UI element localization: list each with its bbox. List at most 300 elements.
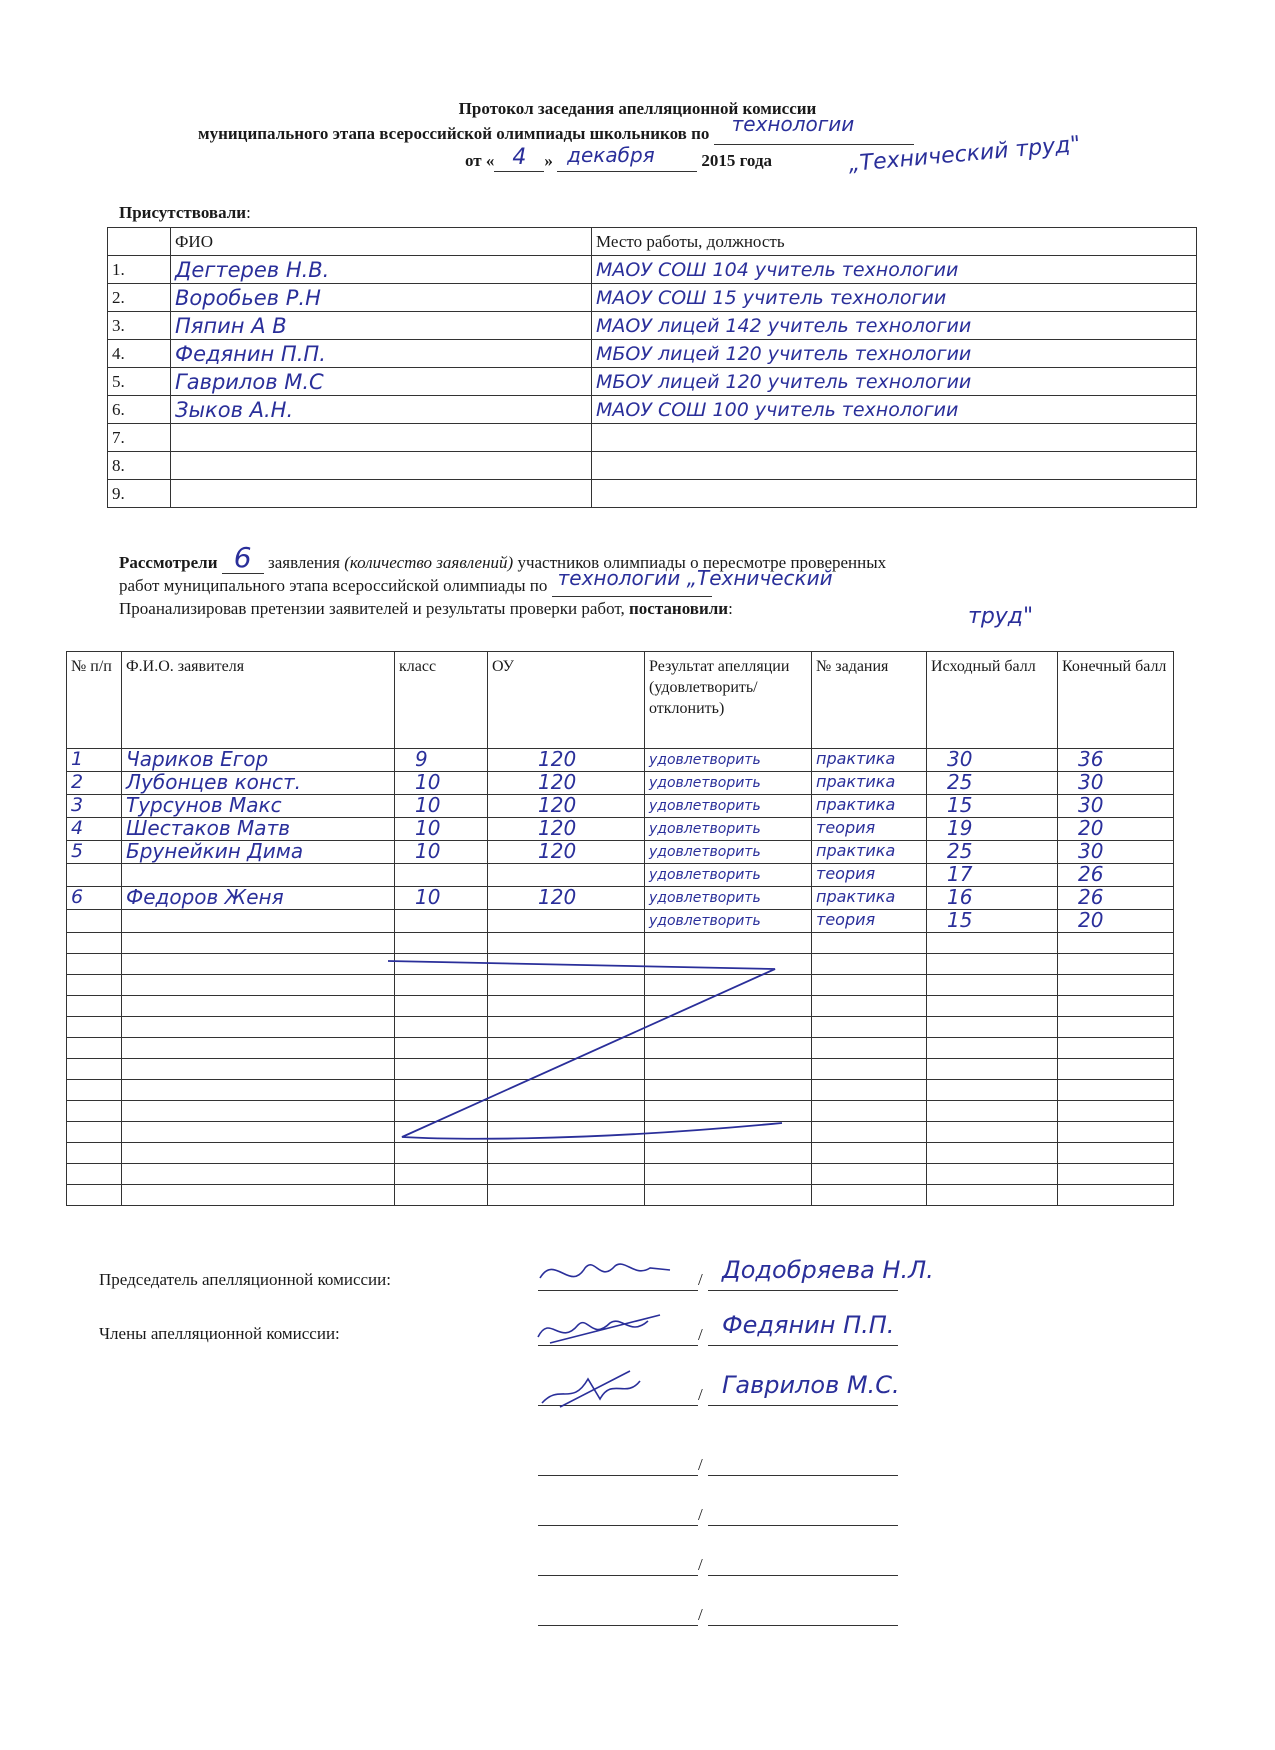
appeal-cell-fio [122, 795, 395, 818]
name-line [708, 1525, 898, 1526]
appeal-cell-result [645, 910, 812, 933]
appeal-result-hand: удовлетворить [649, 775, 761, 791]
date-prefix: от « [465, 151, 495, 170]
appeal-initial-hand: 19 [947, 816, 973, 840]
appeal-cell-task [812, 749, 927, 772]
appeal-cell-empty [488, 1185, 645, 1206]
appeal-cell-empty [1058, 1017, 1174, 1038]
appeal-cell-empty [67, 954, 122, 975]
considered-subject-end: труд" [968, 604, 1034, 629]
appeals-col-task: № задания [812, 652, 927, 749]
appeal-cell-grade [395, 887, 488, 910]
present-row-work-hand: МАОУ СОШ 100 учитель технологии [596, 398, 959, 421]
chair-label: Председатель апелляционной комиссии: [99, 1270, 391, 1289]
name-line [708, 1475, 898, 1476]
appeals-col-num: № п/п [67, 652, 122, 749]
appeal-cell-num [67, 795, 122, 818]
appeal-cell-task [812, 910, 927, 933]
present-col-work: Место работы, должность [592, 228, 1197, 256]
appeal-cell-fio [122, 772, 395, 795]
appeal-cell-empty [395, 1185, 488, 1206]
appeal-result-hand: удовлетворить [649, 913, 761, 929]
date-line [465, 143, 773, 172]
name-line [708, 1345, 898, 1346]
present-row-work [592, 284, 1197, 312]
appeal-cell-empty [122, 954, 395, 975]
appeal-cell-grade [395, 818, 488, 841]
appeal-cell-result [645, 887, 812, 910]
appeal-cell-empty [812, 954, 927, 975]
appeal-cell-final [1058, 772, 1174, 795]
considered-text-1-italic: (количество заявлений) [344, 553, 514, 572]
date-mid: » [544, 151, 553, 170]
considered-text-3-end: : [728, 599, 733, 618]
present-row-work [592, 256, 1197, 284]
appeal-cell-final [1058, 910, 1174, 933]
signature-name: Федянин П.П. [722, 1311, 895, 1339]
appeal-cell-school [488, 864, 645, 887]
appeal-cell-empty [122, 1101, 395, 1122]
appeal-cell-initial [927, 749, 1058, 772]
appeal-cell-empty [812, 1101, 927, 1122]
present-row-work [592, 368, 1197, 396]
present-row [108, 424, 1197, 452]
appeals-col-grade: класс [395, 652, 488, 749]
appeal-initial-hand: 15 [947, 793, 973, 817]
appeal-cell-task [812, 772, 927, 795]
appeal-cell-empty [812, 1185, 927, 1206]
present-row-num: 2. [108, 284, 171, 312]
appeal-cell-final [1058, 749, 1174, 772]
appeal-cell-final [1058, 818, 1174, 841]
signature-slash: / [698, 1325, 703, 1344]
appeal-cell-empty [395, 1164, 488, 1185]
appeal-cell-empty [122, 1080, 395, 1101]
signature-slash: / [698, 1455, 703, 1474]
present-row [108, 396, 1197, 424]
present-row [108, 284, 1197, 312]
appeal-school-hand: 120 [538, 816, 577, 840]
appeal-grade-hand: 10 [415, 839, 441, 863]
present-row [108, 256, 1197, 284]
considered-text-1-end: участников олимпиады о пересмотре проверенных [517, 553, 887, 572]
present-row [108, 368, 1197, 396]
appeal-cell-empty [927, 1143, 1058, 1164]
appeal-cell-empty [67, 1101, 122, 1122]
appeal-cell-empty [812, 1122, 927, 1143]
signature-slash: / [698, 1555, 703, 1574]
present-row-fio [171, 312, 592, 340]
appeal-cell-final [1058, 795, 1174, 818]
appeal-cell-empty [645, 933, 812, 954]
signature-slash: / [698, 1605, 703, 1624]
present-row-work-hand: МАОУ СОШ 104 учитель технологии [596, 258, 959, 281]
appeal-cell-empty [122, 1038, 395, 1059]
strike-z-line [388, 961, 782, 1139]
appeal-cell-final [1058, 841, 1174, 864]
appeal-cell-empty [812, 1143, 927, 1164]
appeal-cell-initial [927, 841, 1058, 864]
present-row-num: 3. [108, 312, 171, 340]
signature-scribble [530, 1363, 680, 1413]
appeal-fio-hand: Федоров Женя [126, 885, 284, 909]
appeal-cell-task [812, 864, 927, 887]
appeal-cell-empty [1058, 1101, 1174, 1122]
present-row-fio [171, 368, 592, 396]
appeal-cell-task [812, 818, 927, 841]
appeal-school-hand: 120 [538, 747, 577, 771]
appeal-cell-initial [927, 864, 1058, 887]
appeal-final-hand: 30 [1078, 770, 1104, 794]
signature-name: Гаврилов М.С. [722, 1371, 900, 1399]
present-row-fio [171, 256, 592, 284]
appeal-cell-initial [927, 887, 1058, 910]
signature-scribble-path [540, 1264, 670, 1278]
signature-scribble-path [538, 1315, 660, 1343]
considered-subject: технологии „Технический [557, 566, 833, 590]
appeal-row [67, 749, 1174, 772]
appeal-cell-empty [1058, 1164, 1174, 1185]
present-row-fio-hand: Пяпин А В [175, 313, 287, 338]
appeal-cell-empty [122, 1164, 395, 1185]
appeal-cell-empty [67, 1017, 122, 1038]
appeal-cell-empty [812, 1059, 927, 1080]
present-row-fio-hand: Федянин П.П. [175, 341, 326, 366]
appeal-final-hand: 26 [1078, 885, 1104, 909]
appeal-final-hand: 20 [1078, 908, 1104, 932]
appeal-grade-hand: 10 [415, 793, 441, 817]
appeal-final-hand: 26 [1078, 862, 1104, 886]
appeal-final-hand: 36 [1078, 747, 1104, 771]
considered-text-2: работ муниципального этапа всероссийской олимпиады по [119, 576, 548, 595]
appeal-cell-grade [395, 772, 488, 795]
appeal-initial-hand: 30 [947, 747, 973, 771]
appeal-cell-empty [122, 1059, 395, 1080]
appeal-cell-school [488, 887, 645, 910]
signature-scribble [530, 1303, 680, 1353]
appeal-cell-empty [927, 1038, 1058, 1059]
appeal-cell-empty [395, 933, 488, 954]
present-row-work [592, 452, 1197, 480]
appeal-task-hand: практика [816, 795, 896, 814]
appeal-cell-final [1058, 864, 1174, 887]
appeal-cell-task [812, 795, 927, 818]
appeal-cell-empty [122, 1122, 395, 1143]
appeal-num-hand: 5 [71, 840, 84, 862]
appeal-cell-school [488, 841, 645, 864]
appeal-task-hand: практика [816, 887, 896, 906]
members-label: Члены апелляционной комиссии: [99, 1324, 340, 1343]
appeal-cell-empty [67, 1185, 122, 1206]
appeal-cell-result [645, 772, 812, 795]
appeal-fio-hand: Турсунов Макс [126, 793, 282, 817]
appeal-cell-empty [645, 1185, 812, 1206]
appeal-cell-empty [927, 1101, 1058, 1122]
appeal-cell-result [645, 864, 812, 887]
appeal-cell-empty [927, 1185, 1058, 1206]
protocol-title: Протокол заседания апелляционной комиссии [458, 99, 817, 118]
appeal-cell-empty [67, 975, 122, 996]
present-row-fio [171, 452, 592, 480]
appeal-cell-empty [812, 1080, 927, 1101]
present-row-work [592, 340, 1197, 368]
appeal-cell-empty [1058, 954, 1174, 975]
appeal-cell-task [812, 887, 927, 910]
appeal-cell-empty [927, 933, 1058, 954]
appeal-cell-num [67, 887, 122, 910]
present-row-fio-hand: Воробьев Р.Н [175, 285, 321, 310]
appeal-task-hand: практика [816, 841, 896, 860]
appeal-num-hand: 6 [71, 886, 84, 908]
appeal-cell-empty [67, 1080, 122, 1101]
appeal-row-empty [67, 933, 1174, 954]
present-row [108, 480, 1197, 508]
present-row-work-hand: МАОУ СОШ 15 учитель технологии [596, 286, 947, 309]
appeal-final-hand: 30 [1078, 839, 1104, 863]
signature-scribble-path [542, 1371, 640, 1407]
appeal-final-hand: 20 [1078, 816, 1104, 840]
appeal-task-hand: теория [816, 864, 876, 883]
present-row-work-hand: МБОУ лицей 120 учитель технологии [596, 370, 972, 393]
appeal-cell-fio [122, 749, 395, 772]
appeal-cell-empty [1058, 1185, 1174, 1206]
appeal-row [67, 841, 1174, 864]
appeal-cell-num [67, 864, 122, 887]
appeals-col-result: Результат апелляции (удовлетворить/ отклонить) [645, 652, 812, 749]
name-line [708, 1625, 898, 1626]
appeal-row [67, 910, 1174, 933]
appeal-cell-result [645, 818, 812, 841]
appeal-cell-fio [122, 841, 395, 864]
considered-subject-field [552, 566, 833, 597]
appeal-grade-hand: 10 [415, 816, 441, 840]
present-row-fio-hand: Дегтерев Н.В. [175, 257, 330, 282]
appeal-row-empty [67, 1164, 1174, 1185]
present-row-fio [171, 340, 592, 368]
considered-line-2 [119, 566, 833, 597]
present-row [108, 452, 1197, 480]
signature-slash: / [698, 1505, 703, 1524]
present-col-num [108, 228, 171, 256]
signature-name: Додобряева Н.Л. [722, 1256, 934, 1284]
appeal-cell-empty [1058, 1038, 1174, 1059]
appeal-school-hand: 120 [538, 793, 577, 817]
considered-label: Рассмотрели [119, 553, 218, 572]
present-row-work [592, 424, 1197, 452]
name-line [708, 1290, 898, 1291]
appeal-row [67, 795, 1174, 818]
appeal-cell-empty [67, 1059, 122, 1080]
appeal-cell-num [67, 910, 122, 933]
appeal-num-hand: 4 [71, 817, 84, 839]
appeals-col-fio: Ф.И.О. заявителя [122, 652, 395, 749]
appeal-cell-school [488, 818, 645, 841]
considered-text-3: Проанализировав претензии заявителей и результаты проверки работ, [119, 599, 625, 618]
appeal-cell-grade [395, 841, 488, 864]
present-row-work [592, 312, 1197, 340]
appeal-cell-empty [1058, 1122, 1174, 1143]
appeal-row [67, 887, 1174, 910]
date-day-field [494, 145, 544, 172]
name-line [708, 1405, 898, 1406]
appeal-initial-hand: 25 [947, 770, 973, 794]
appeal-cell-empty [927, 954, 1058, 975]
appeal-final-hand: 30 [1078, 793, 1104, 817]
appeal-task-hand: практика [816, 749, 896, 768]
appeal-cell-fio [122, 887, 395, 910]
appeal-cell-fio [122, 864, 395, 887]
present-row-work-hand: МБОУ лицей 120 учитель технологии [596, 342, 972, 365]
appeal-cell-empty [122, 1017, 395, 1038]
appeal-cell-school [488, 795, 645, 818]
appeal-cell-empty [927, 1017, 1058, 1038]
appeal-cell-school [488, 749, 645, 772]
appeal-cell-empty [645, 1164, 812, 1185]
appeal-cell-empty [812, 1164, 927, 1185]
appeal-school-hand: 120 [538, 885, 577, 909]
appeal-cell-empty [1058, 996, 1174, 1017]
signature-line [538, 1625, 698, 1626]
appeal-cell-initial [927, 818, 1058, 841]
appeal-cell-fio [122, 910, 395, 933]
appeal-cell-empty [812, 1017, 927, 1038]
present-table [107, 227, 1197, 508]
appeal-cell-empty [1058, 1080, 1174, 1101]
title-line-2 [198, 112, 914, 145]
appeal-cell-initial [927, 795, 1058, 818]
appeal-result-hand: удовлетворить [649, 752, 761, 768]
date-month-field [557, 143, 697, 172]
present-row-num: 7. [108, 424, 171, 452]
present-row-num: 6. [108, 396, 171, 424]
appeal-cell-empty [67, 1122, 122, 1143]
appeal-grade-hand: 10 [415, 885, 441, 909]
appeal-fio-hand: Чариков Егор [126, 747, 269, 771]
title-line-2-text: муниципального этапа всероссийской олимпиады школьников по [198, 124, 710, 143]
present-row-fio-hand: Гаврилов М.С [175, 369, 324, 394]
signature-line [538, 1475, 698, 1476]
appeal-cell-num [67, 772, 122, 795]
date-day: 4 [512, 145, 527, 170]
appeal-cell-result [645, 795, 812, 818]
present-row-fio [171, 396, 592, 424]
signature-slash: / [698, 1385, 703, 1404]
date-month: декабря [567, 143, 655, 167]
appeal-cell-empty [927, 1122, 1058, 1143]
present-row-work-hand: МАОУ лицей 142 учитель технологии [596, 314, 972, 337]
appeal-cell-empty [122, 996, 395, 1017]
unused-rows-strike [380, 955, 800, 1165]
appeal-cell-empty [927, 975, 1058, 996]
appeal-cell-empty [122, 933, 395, 954]
appeal-result-hand: удовлетворить [649, 844, 761, 860]
considered-line-3 [119, 599, 733, 619]
subject-field [714, 112, 914, 145]
appeal-initial-hand: 17 [947, 862, 973, 886]
name-line [708, 1575, 898, 1576]
appeal-cell-school [488, 910, 645, 933]
present-row-fio [171, 424, 592, 452]
appeals-col-initial: Исходный балл [927, 652, 1058, 749]
appeal-cell-empty [488, 1164, 645, 1185]
appeal-cell-empty [122, 1185, 395, 1206]
appeal-cell-empty [927, 1059, 1058, 1080]
appeal-result-hand: удовлетворить [649, 798, 761, 814]
appeal-fio-hand: Шестаков Матв [126, 816, 291, 840]
signature-scribble [530, 1248, 680, 1298]
appeal-cell-empty [1058, 975, 1174, 996]
appeal-fio-hand: Лубонцев конст. [126, 770, 301, 794]
appeal-school-hand: 120 [538, 839, 577, 863]
appeal-cell-result [645, 841, 812, 864]
appeal-cell-result [645, 749, 812, 772]
appeal-cell-fio [122, 818, 395, 841]
appeal-row [67, 772, 1174, 795]
signature-line [538, 1575, 698, 1576]
present-row-fio [171, 284, 592, 312]
appeal-cell-num [67, 841, 122, 864]
appeal-cell-empty [927, 996, 1058, 1017]
appeal-num-hand: 2 [71, 771, 84, 793]
signature-line [538, 1525, 698, 1526]
appeal-cell-num [67, 818, 122, 841]
appeal-cell-school [488, 772, 645, 795]
appeal-fio-hand: Брунейкин Дима [126, 839, 304, 863]
appeal-cell-empty [1058, 1059, 1174, 1080]
present-row-num: 4. [108, 340, 171, 368]
considered-text-1: заявления [268, 553, 340, 572]
appeal-row [67, 818, 1174, 841]
present-row [108, 312, 1197, 340]
appeal-cell-empty [67, 996, 122, 1017]
appeal-result-hand: удовлетворить [649, 867, 761, 883]
appeal-cell-empty [812, 933, 927, 954]
appeal-cell-empty [122, 975, 395, 996]
present-label-text: Присутствовали [119, 203, 247, 222]
appeal-row [67, 864, 1174, 887]
appeal-cell-grade [395, 864, 488, 887]
appeal-task-hand: теория [816, 910, 876, 929]
present-col-fio: ФИО [171, 228, 592, 256]
present-row-num: 1. [108, 256, 171, 284]
appeal-cell-empty [812, 996, 927, 1017]
present-row-num: 8. [108, 452, 171, 480]
considered-text-3-bold: постановили [629, 599, 729, 618]
appeal-cell-grade [395, 910, 488, 933]
subject-handwritten: технологии [731, 112, 855, 136]
appeal-cell-empty [67, 933, 122, 954]
appeal-task-hand: практика [816, 772, 896, 791]
appeal-cell-empty [488, 933, 645, 954]
appeal-cell-empty [927, 1164, 1058, 1185]
appeal-cell-empty [1058, 933, 1174, 954]
present-row-work [592, 480, 1197, 508]
appeal-cell-empty [67, 1143, 122, 1164]
appeals-col-school: ОУ [488, 652, 645, 749]
appeal-initial-hand: 25 [947, 839, 973, 863]
appeal-cell-grade [395, 795, 488, 818]
appeal-num-hand: 1 [71, 748, 84, 770]
appeal-cell-empty [812, 975, 927, 996]
appeal-cell-empty [1058, 1143, 1174, 1164]
signature-slash: / [698, 1270, 703, 1289]
appeal-cell-final [1058, 887, 1174, 910]
appeal-grade-hand: 10 [415, 770, 441, 794]
appeals-col-final: Конечный балл [1058, 652, 1174, 749]
appeal-cell-empty [812, 1038, 927, 1059]
appeal-initial-hand: 15 [947, 908, 973, 932]
appeal-grade-hand: 9 [415, 747, 428, 771]
